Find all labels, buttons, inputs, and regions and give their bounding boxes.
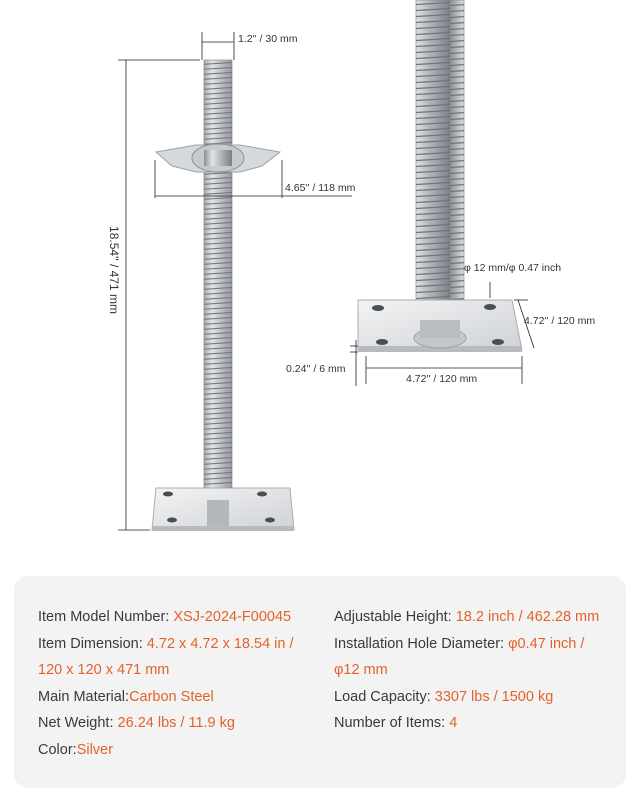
wing-width-label: 4.65'' / 118 mm [285,182,356,194]
plate-depth-label: 4.72'' / 120 mm [524,315,596,327]
spec-label: Main Material: [38,688,130,705]
spec-row-weight [38,710,328,737]
spec-row-dimension [38,631,328,658]
spec-row-items [334,710,624,737]
spec-value: Silver [76,741,113,758]
spec-label: Net Weight: [38,715,118,731]
spec-value: 120 x 120 x 471 mm [38,662,170,678]
left-screw-jack [107,32,356,531]
spec-row-color [38,737,328,764]
spec-value: 3307 lbs / 1500 kg [434,688,554,705]
spec-label: Color: [38,741,77,758]
right-threaded-rod [416,0,464,345]
spec-card [14,576,626,788]
spec-value: XSJ-2024-F00045 [173,609,292,625]
left-wing-nut [156,144,280,172]
spec-column-left [38,604,328,763]
spec-value: 4.72 x 4.72 x 18.54 in / [146,635,294,652]
plate-thickness-label: 0.24'' / 6 mm [286,363,346,375]
spec-label: Load Capacity: [334,688,435,705]
spec-row-material [38,684,328,711]
spec-row-dimension-cont [38,657,328,684]
rod-diameter-label: φ 12 mm/φ 0.47 inch [464,262,562,274]
spec-value: Carbon Steel [129,688,214,705]
spec-label: Item Dimension: [38,635,147,652]
bolt-diameter-label: 1.2'' / 30 mm [238,33,298,45]
spec-value: φ0.47 inch / [508,635,585,652]
spec-row-hole [334,631,624,658]
spec-row-model [38,604,328,631]
spec-value: φ12 mm [334,662,388,678]
spec-column-right [334,604,624,737]
spec-value: 4 [449,715,458,731]
spec-label: Item Model Number: [38,609,174,625]
total-height-label: 18.54'' / 471 mm [107,226,121,314]
spec-label: Number of Items: [334,715,450,731]
spec-value: 18.2 inch / 462.28 mm [455,609,600,625]
spec-label: Installation Hole Diameter: [334,635,509,652]
spec-row-height [334,604,624,631]
left-threaded-rod [204,60,232,525]
plate-width-label: 4.72'' / 120 mm [406,373,478,385]
spec-label: Adjustable Height: [334,609,456,625]
spec-value: 26.24 lbs / 11.9 kg [117,715,235,731]
spec-row-hole-cont [334,657,624,684]
spec-row-load [334,684,624,711]
